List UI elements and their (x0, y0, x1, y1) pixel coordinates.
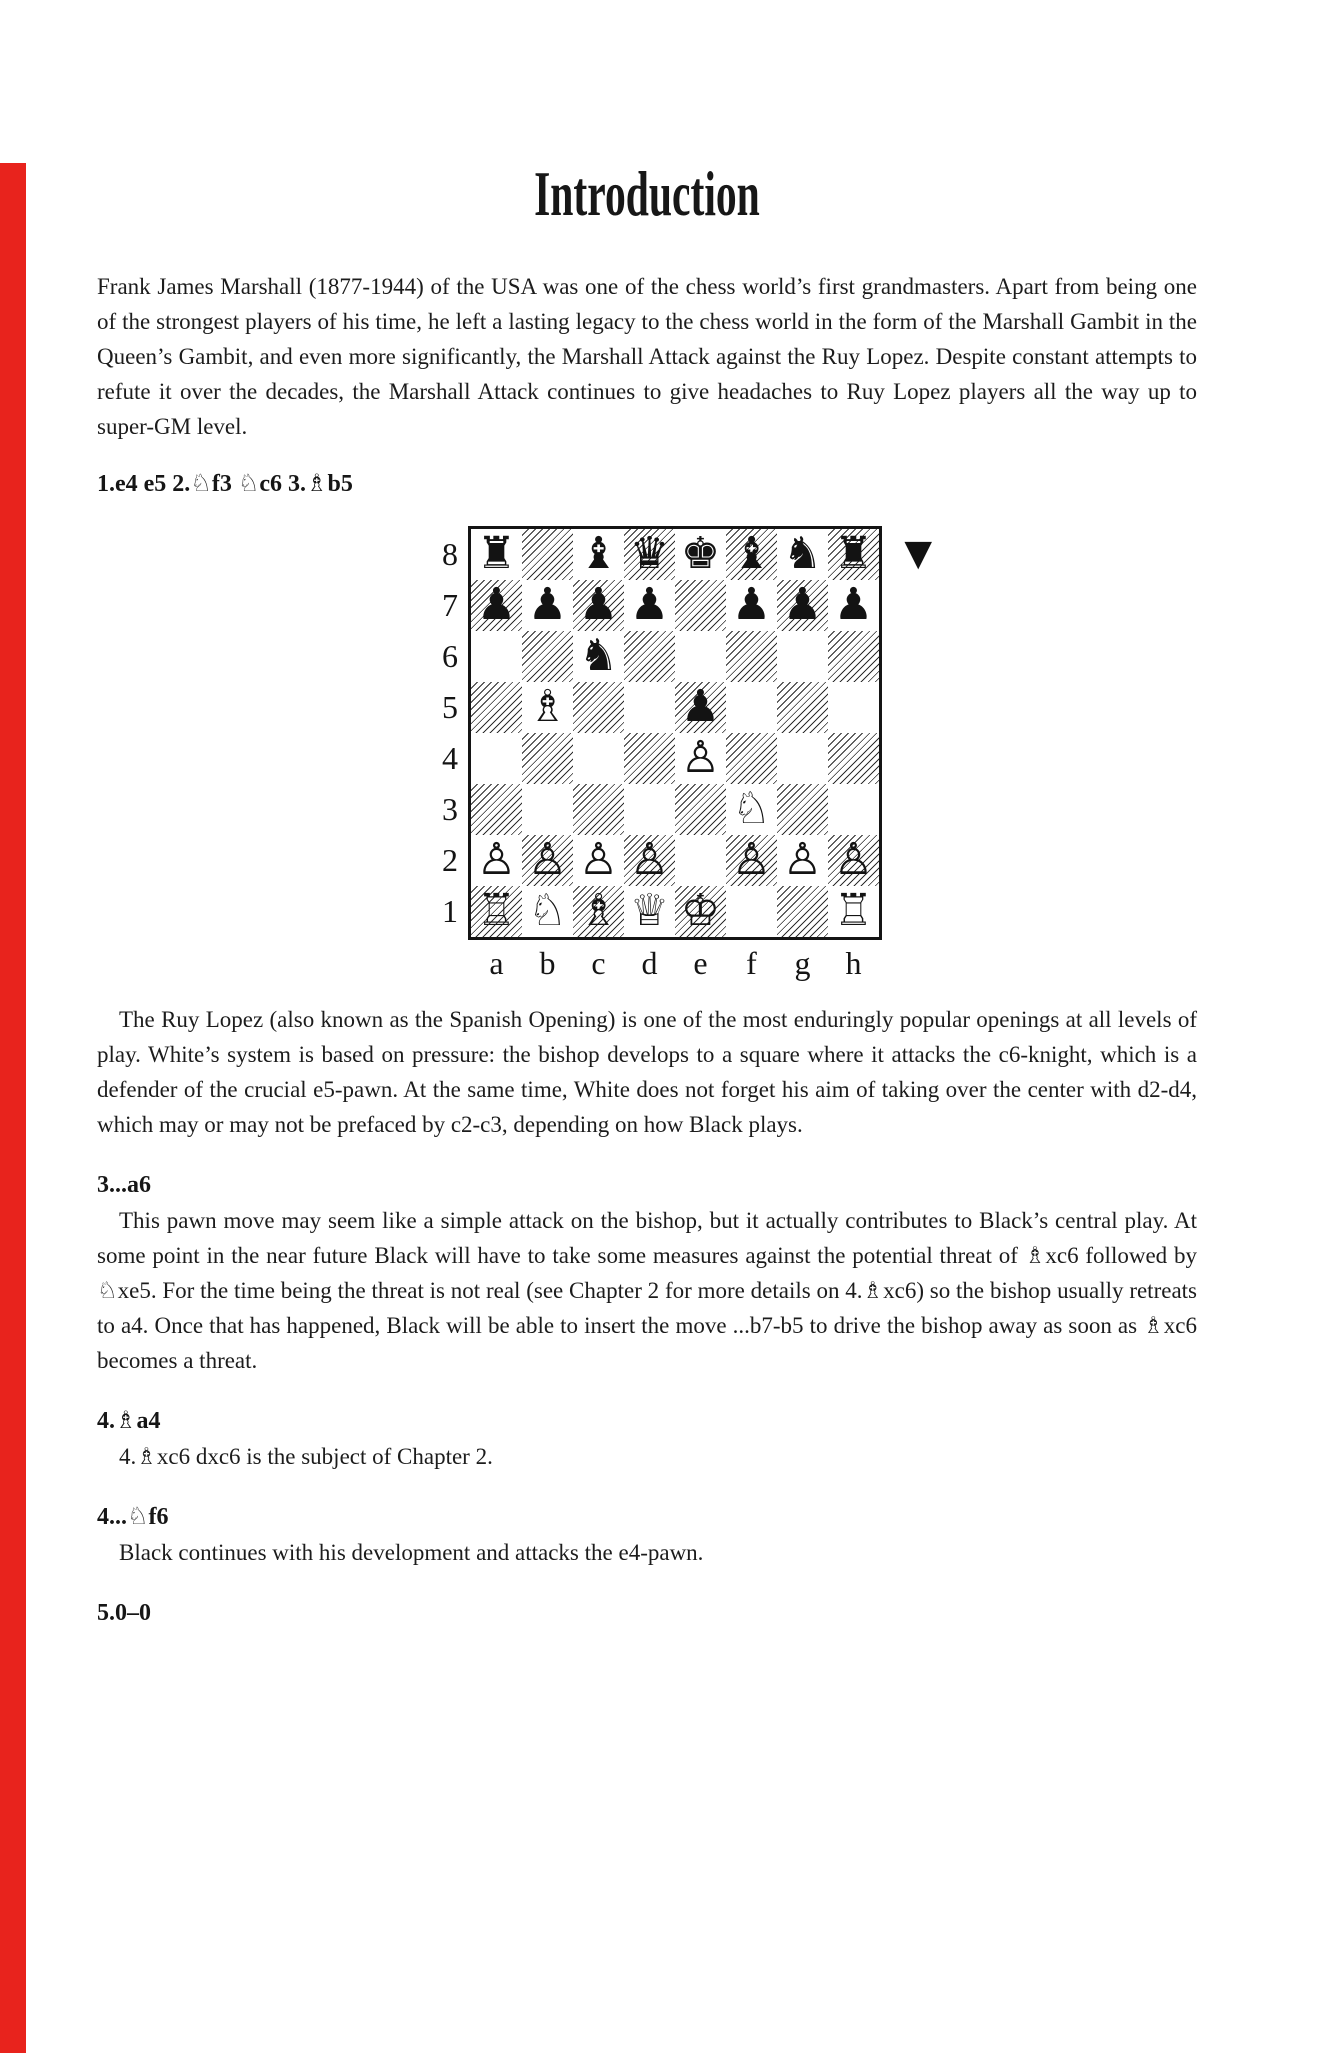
square-e3 (675, 784, 726, 835)
square-b5 (522, 682, 573, 733)
square-d4 (624, 733, 675, 784)
file-label-f: f (746, 945, 757, 981)
square-h7 (828, 580, 879, 631)
piece-white-pawn-a2: ♙ (476, 834, 517, 885)
piece-black-pawn-g7: ♟ (782, 579, 823, 630)
square-a4 (471, 733, 522, 784)
section-4-nf6-paragraph: Black continues with his development and attacks the e4-pawn. (119, 1540, 704, 1565)
square-a8 (471, 529, 522, 580)
piece-black-pawn-c7: ♟ (578, 579, 619, 630)
square-d1 (624, 886, 675, 937)
square-e6 (675, 631, 726, 682)
book-page (0, 159, 1339, 1631)
file-label-h: h (845, 945, 862, 981)
square-h1 (828, 886, 879, 937)
piece-black-king-e8: ♚ (680, 528, 721, 579)
board-area (432, 526, 932, 982)
square-f5 (726, 682, 777, 733)
rank-label-4: 4 (442, 740, 458, 776)
square-c3 (573, 784, 624, 835)
square-f8 (726, 529, 777, 580)
square-b6 (522, 631, 573, 682)
page-edge-bar (0, 163, 26, 2053)
piece-white-pawn-d2: ♙ (629, 834, 670, 885)
piece-black-pawn-a7: ♟ (476, 579, 517, 630)
piece-white-queen-d1: ♕ (629, 885, 670, 936)
piece-white-pawn-f2: ♙ (731, 834, 772, 885)
piece-white-rook-a1: ♖ (476, 885, 517, 936)
square-e1 (675, 886, 726, 937)
piece-white-king-e1: ♔ (680, 885, 721, 936)
piece-black-pawn-e5: ♟ (680, 681, 721, 732)
square-g4 (777, 733, 828, 784)
rank-label-5: 5 (442, 689, 458, 725)
square-h2 (828, 835, 879, 886)
piece-white-pawn-e4: ♙ (680, 732, 721, 783)
piece-white-bishop-c1: ♗ (578, 885, 619, 936)
piece-white-rook-h1: ♖ (833, 885, 874, 936)
square-g1 (777, 886, 828, 937)
piece-white-pawn-c2: ♙ (578, 834, 619, 885)
square-d5 (624, 682, 675, 733)
square-e4 (675, 733, 726, 784)
square-c4 (573, 733, 624, 784)
square-c1 (573, 886, 624, 937)
move-heading-5-castles: 5.0–0 (97, 1600, 151, 1626)
piece-white-bishop-b5: ♗ (527, 681, 568, 732)
square-f7 (726, 580, 777, 631)
square-d6 (624, 631, 675, 682)
square-e5 (675, 682, 726, 733)
section-4-ba4 (97, 1404, 1197, 1474)
square-g3 (777, 784, 828, 835)
square-d3 (624, 784, 675, 835)
piece-black-queen-d8: ♛ (629, 528, 670, 579)
square-h8 (828, 529, 879, 580)
square-f1 (726, 886, 777, 937)
square-e2 (675, 835, 726, 886)
file-label-a: a (489, 945, 504, 981)
move-heading-4-nf6: 4...♘f6 (97, 1504, 169, 1530)
piece-black-pawn-h7: ♟ (833, 579, 874, 630)
page-title (97, 159, 1197, 229)
square-e8 (675, 529, 726, 580)
piece-black-knight-c6: ♞ (578, 630, 619, 681)
rank-label-1: 1 (442, 893, 458, 929)
section-3-a6 (97, 1168, 1197, 1378)
file-label-g: g (794, 945, 811, 981)
rank-label-6: 6 (442, 638, 458, 674)
square-h4 (828, 733, 879, 784)
square-d2 (624, 835, 675, 886)
square-f3 (726, 784, 777, 835)
piece-white-pawn-h2: ♙ (833, 834, 874, 885)
ruy-lopez-paragraph: The Ruy Lopez (also known as the Spanish Opening) is one of the most enduringly popular openings at all levels of play. White’s system is based on pressure: the bishop develops to a square where it attacks the c6-knight, which is a defender of the crucial e5-pawn. At the same time, White does not forget his aim of taking over the center with d2-d4, which may or may not be prefaced by c2-c3, depending on how Black plays. (97, 1007, 1197, 1137)
section-3-a6-paragraph: This pawn move may seem like a simple attack on the bishop, but it actually contributes to Black’s central play. At some point in the near future Black will have to take some measures against the potential threat of ♗xc6 followed by ♘xe5. For the time being the threat is not real (see Chapter 2 for more details on 4.♗xc6) so the bishop usually retreats to a4. Once that has happened, Black will be able to insert the move ...b7-b5 to drive the bishop away as soon as ♗xc6 becomes a threat. (97, 1208, 1197, 1373)
black-to-move-indicator: ▼ (904, 533, 932, 574)
piece-black-bishop-c8: ♝ (578, 528, 619, 579)
square-b3 (522, 784, 573, 835)
square-f4 (726, 733, 777, 784)
square-c5 (573, 682, 624, 733)
square-g2 (777, 835, 828, 886)
rank-label-3: 3 (442, 791, 458, 827)
rank-label-7: 7 (442, 587, 458, 623)
square-a3 (471, 784, 522, 835)
piece-black-pawn-b7: ♟ (527, 579, 568, 630)
piece-white-pawn-g2: ♙ (782, 834, 823, 885)
rank-label-2: 2 (442, 842, 458, 878)
square-g6 (777, 631, 828, 682)
section-4-nf6 (97, 1500, 1197, 1570)
square-f6 (726, 631, 777, 682)
square-a6 (471, 631, 522, 682)
move-heading-4-ba4: 4.♗a4 (97, 1408, 161, 1434)
piece-white-knight-b1: ♘ (527, 885, 568, 936)
file-label-d: d (641, 945, 658, 981)
move-heading-3-a6: 3...a6 (97, 1172, 151, 1198)
piece-white-knight-f3: ♘ (731, 783, 772, 834)
file-labels (471, 944, 882, 982)
square-b1 (522, 886, 573, 937)
piece-black-bishop-f8: ♝ (731, 528, 772, 579)
rank-label-8: 8 (442, 536, 458, 572)
piece-black-pawn-d7: ♟ (629, 579, 670, 630)
square-b2 (522, 835, 573, 886)
file-label-e: e (693, 945, 708, 981)
square-f2 (726, 835, 777, 886)
rank-labels (432, 526, 468, 937)
page-title-text: Introduction (534, 159, 760, 229)
square-c2 (573, 835, 624, 886)
square-d7 (624, 580, 675, 631)
square-a5 (471, 682, 522, 733)
square-a2 (471, 835, 522, 886)
square-b7 (522, 580, 573, 631)
file-label-b: b (539, 945, 556, 981)
square-g7 (777, 580, 828, 631)
square-a7 (471, 580, 522, 631)
square-g5 (777, 682, 828, 733)
square-b4 (522, 733, 573, 784)
piece-black-rook-h8: ♜ (833, 528, 874, 579)
file-label-c: c (591, 945, 606, 981)
square-c7 (573, 580, 624, 631)
square-h3 (828, 784, 879, 835)
section-4-ba4-paragraph: 4.♗xc6 dxc6 is the subject of Chapter 2. (119, 1444, 493, 1469)
square-e7 (675, 580, 726, 631)
square-c8 (573, 529, 624, 580)
mainline-moves-heading: 1.e4 e5 2.♘f3 ♘c6 3.♗b5 (97, 471, 353, 497)
square-a1 (471, 886, 522, 937)
intro-paragraph: Frank James Marshall (1877-1944) of the USA was one of the chess world’s first grandmasters. Apart from being one of the strongest players of his time, he left a lasting legacy to the chess world in the form of the Marshall Gambit in the Queen’s Gambit, and even more significantly, the Marshall Attack against the Ruy Lopez. Despite constant attempts to refute it over the decades, the Marshall Attack continues to give headaches to Ruy Lopez players all the way up to super-GM level. (97, 274, 1197, 439)
piece-black-pawn-f7: ♟ (731, 579, 772, 630)
square-h5 (828, 682, 879, 733)
square-g8 (777, 529, 828, 580)
square-h6 (828, 631, 879, 682)
piece-white-pawn-b2: ♙ (527, 834, 568, 885)
square-b8 (522, 529, 573, 580)
piece-black-knight-g8: ♞ (782, 528, 823, 579)
square-d8 (624, 529, 675, 580)
square-c6 (573, 631, 624, 682)
piece-black-rook-a8: ♜ (476, 528, 517, 579)
chess-board (468, 526, 882, 940)
chess-diagram (97, 526, 1197, 982)
section-5-castles (97, 1596, 1197, 1631)
